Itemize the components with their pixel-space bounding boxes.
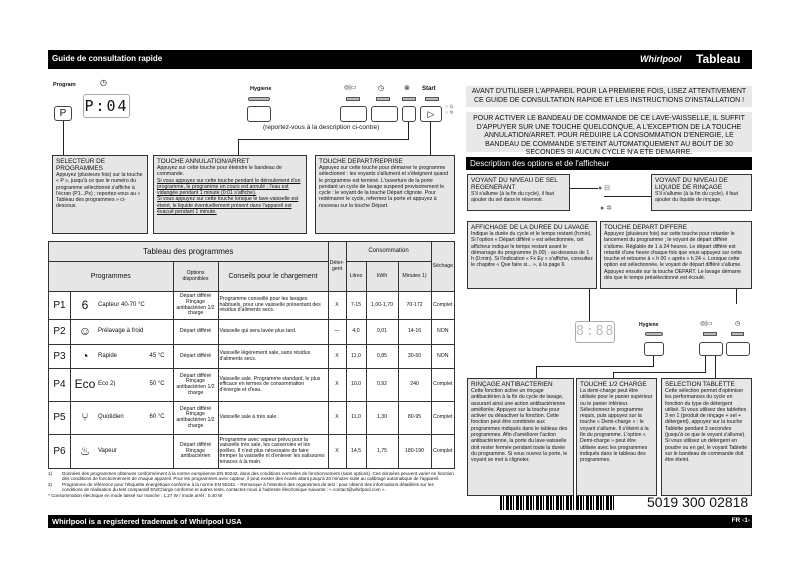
program-conseils: Vaisselle sale. Programme standard, le plus efficace en termes de consommation d'énergie et d'eau. [218,369,328,402]
footnote-3: * Consommation électrique en mode laissé sur marche : 1,27 W / mode arrêt : 0,40 W [48,492,223,498]
col-minutes: Minutes 1) [398,262,431,292]
col-kwh: kWh [366,262,398,292]
program-label: Vapeur [98,447,117,454]
program-name [71,369,174,402]
whirlpool-logo: Whirlpool [640,54,682,64]
activation-notice: POUR ACTIVER LE BANDEAU DE COMMANDE DE CE LAVE-VAISSELLE, IL SUFFIT D'APPUYER SUR UNE TOUCHE QUELCONQUE, A L'EXCEPTION DE LA TOUCHE ANNULATION/ARRET. POUR REDUIRE LA CONSOMMATION D'ENERGIE, LE BANDEAU DE COMMANDE S'ETEINT AUTOMATIQUEMENT AU BOUT DE 30 SECONDES SI AUCUN CYCLE N'A ETE DEMARRE. [466,112,752,152]
connector [408,122,409,140]
table-row [49,292,455,320]
box-text: Appuyez sur cette touche pour éteindre le bandeau de commande. [157,165,282,178]
salt-indicator-box [467,174,570,211]
hygiene-led-right [645,332,663,336]
program-minutes: 70-172 [398,292,431,320]
col-conseils: Conseils pour le chargement [218,262,328,292]
box-text: Indique la durée du cycle et le temps restant (h:min). Si l'option « Départ différé » est sélectionnée, cet afficheur indique le temps restant avant le démarrage du programme (h.00) - au-dessous de 1 h (0:min). Si l'indication « Fx Ey » s'affiche, consultez le chapitre « Que faire si... », à la page 6. [471,231,593,269]
half-load-led [346,97,360,101]
clock-icon: ◷ [100,78,107,87]
program-kwh: 0,01 [366,320,398,345]
program-detergent: X [328,345,346,369]
box-text: Appuyez (plusieurs fois) sur cette touche pour retarder le lancement du programme ; le voyant de départ différé s'allume. Réglable de 1 à 24 heures. Le départ différé est retardé d'une heure chaque fois que vous appuyez sur cette touche et retourne à « h 00 » après « h 24 ». Lorsque cette option est sélectionnée, le voyant de départ différé s'allume. Appuyez ensuite sur la touche DEPART. Le lavage démarre dès que le temps présélectionné est écoulé. [604,231,742,282]
table-row [49,345,455,369]
half-load-icon-right: ◎|▭ [700,321,713,327]
program-name [71,292,174,320]
refer-note: (reportez-vous à la description ci-contre) [263,124,380,131]
box-title: AFFICHAGE DE LA DUREE DU LAVAGE [471,224,590,231]
program-id: P6 [49,435,71,469]
program-minutes: 14-16 [398,320,431,345]
connector [238,139,409,140]
box-text: S'il s'allume (à la fin du cycle), il faut ajouter du liquide de rinçage. [655,191,738,204]
cancel-button[interactable] [402,106,416,122]
program-minutes: 240 [398,369,431,402]
program-label: Eco 2) [98,381,116,388]
program-temp: 60 °C [149,414,165,421]
half-load-icon: ◎|▭ [344,85,357,91]
rinse-indicator-icon: ○ ✲ [445,110,454,116]
program-temp: 50 °C [149,381,165,388]
section-title: Tableau [696,52,741,66]
box-text: Appuyez (plusieurs fois) sur la touche « P », jusqu'à ce que le numéro du programme sélectionné s'affiche à l'écran (P1...Px) ; reportez-vous au « Tableau des programmes » ci-dessous. [56,172,143,210]
program-conseils: Vaisselle légèrement sale, sans résidus d'aliments secs. [218,345,328,369]
program-name [71,345,174,369]
box-text: Si vous appuyez sur cette touche pendant le déroulement d'un programme, le programme en cours est annulé ; l'eau est vidangée pendant 1 minute (0:01 s'affiche). [157,177,301,197]
program-name [71,435,174,469]
program-detergent: — [328,320,346,345]
salt-indicator-icon: ○ ⊟ [445,104,454,110]
program-conseils: Vaisselle sale à très sale. [218,402,328,435]
cancel-led [402,97,416,101]
salt-icon: ● ⊟ [598,185,611,192]
program-sechage: Complet [431,292,454,320]
half-load-button[interactable] [340,106,367,122]
program-kwh: 1,75 [366,435,398,469]
hygiene-button[interactable] [247,106,271,122]
barcode-number: 5019 300 02818 [647,494,749,510]
program-id: P2 [49,320,71,345]
footnote-2: Programme de référence pour l'étiquette énergétique conforme à la norme EN 50242. - Remarque à l'intention des organismes de test : pour obtenir des informations détaillées sur les conditions de réalisation du test comparatif EN/Charge conforme et autres tests, contactez-nous à l'adresse électronique suivante : « contact@whirlpool.com ». [62,481,434,493]
connector [536,366,537,378]
program-name [71,402,174,435]
program-kwh: 1,30 [366,402,398,435]
program-detergent: X [328,292,346,320]
start-button[interactable]: ▷ [420,106,442,122]
program-button[interactable] [54,106,72,121]
p-key-label: P [59,108,67,119]
col-detergent: Déter-gent [328,242,346,292]
duration-display: 8:88 [575,321,615,343]
eco-icon: Eco [74,377,96,392]
program-id: P4 [49,369,71,402]
6th-sense-icon: 6 [81,297,89,312]
program-name [71,320,174,345]
footnote-marker: 2) [48,481,53,487]
box-title: VOYANT DU NIVEAU DE SEL REGENERANT [471,177,558,191]
program-minutes: 30-50 [398,345,431,369]
box-title: SELECTION TABLETTE [665,381,735,388]
connector [238,139,239,155]
cancel-box [153,155,307,234]
program-conseils: Programme avec vapeur prévu pour la vaisselle très sale, les casseroles et les poêles. Il n'est plus nécessaire de faire tremper la vaisselle ni d'enlever les salissures tenaces à la main. [218,435,328,469]
program-litres: 11,0 [346,345,366,369]
program-sechage: NON [431,345,454,369]
delay-button[interactable] [371,106,398,122]
program-label: Prélavage à froid [98,328,144,335]
delay-start-box [600,221,752,289]
program-sechage: NON [431,320,454,345]
steam-icon: ♨ [79,443,91,458]
program-label: Capteur 40-70 °C [98,301,145,308]
trademark-text: Whirlpool is a registered trademark of Whirlpool USA [52,517,242,526]
duration-display-box [467,221,597,289]
program-litres: 11,0 [346,402,366,435]
footnote-1: Données des programmes obtenues conformément à la norme européenne EN 50242, dans des conditions normales de fonctionnement (sans options). Ces données peuvent varier en fonction des conditions de fonctionnement de chaque appareil. Pour les programmes avec capteur, il peut exister des écarts allant jusqu'à 20 minutes suite au calibrage automatique de l'appareil. [62,471,454,482]
program-minutes: 180-190 [398,435,431,469]
delay-icon-right: ◷ [735,321,741,327]
col-sechage: Séchage [431,242,454,292]
connector [604,196,652,197]
tablet-selection-box [661,378,752,496]
delay-led-right [731,332,744,336]
half-load-box [576,378,657,496]
program-litres: 14,5 [346,435,366,469]
first-use-notice: AVANT D'UTILISER L'APPAREIL POUR LA PREMIERE FOIS, LISEZ ATTENTIVEMENT CE GUIDE DE CONSULTATION RAPIDE ET LES INSTRUCTIONS D'INSTALLATION ! [466,86,752,107]
antibacterial-rinse-box [467,378,574,496]
connector [705,356,706,372]
table-row [49,320,455,345]
program-kwh: 1,00-1,70 [366,292,398,320]
program-litres: 10,0 [346,369,366,402]
table-row [49,369,455,402]
col-consommation: Consommation [346,242,431,262]
col-programmes: Programmes [49,262,174,292]
program-label: Program [53,82,76,88]
hygiene-button-right[interactable] [644,342,664,356]
half-load-led-right [703,332,717,336]
connector [715,356,716,378]
box-text: La demi-charge peut être utilisée pour le panier supérieur ou le panier inférieur. Sélectionnez le programme requis, puis appuyez sur la touche « Demi-charge » : le voyant s'allume. Il s'éteint à la fin du programme. L'option « Demi-charge » peut être utilisée avec les programmes indiqués dans le tableau des programmes. [580,388,653,464]
box-text: Cette sélection permet d'optimiser les performances du cycle en fonction du type de détergent utilisé. Si vous utilisez des tablettes 3 en 1 (produit de rinçage + sel + détergent), appuyez sur la touche Tablette pendant 3 secondes (jusqu'à ce que le voyant s'allume). Si vous utilisez un détergent en poudre ou en gel, le voyant Tablette sur le bandeau de commande doit être éteint. [665,388,748,464]
connector [589,289,590,321]
description-header: Description des options et de l'afficheur [466,157,752,170]
page-number: FR -1- [731,517,750,524]
prewash-icon: ☺ [78,324,92,339]
box-title: RINÇAGE ANTIBACTERIEN [471,381,553,388]
cancel-icon: ⊗ [404,85,410,92]
daily-icon: ⑂ [81,410,89,425]
program-detergent: X [328,435,346,469]
box-title: SELECTEUR DE PROGRAMMES [56,158,106,172]
program-conseils: Programme conseillé pour les lavages habituels, pour une vaisselle présentant des résidus d'aliments secs. [218,292,328,320]
delay-icon: ◷ [378,85,385,92]
quick-icon: ◔ [81,348,89,363]
program-kwh: 0,85 [366,345,398,369]
program-options: Départ différé [173,345,218,369]
program-sechage: Complet [431,369,454,402]
start-box [315,155,455,234]
header-bar [48,50,752,69]
program-sechage: Complet [431,402,454,435]
program-litres: 7-15 [346,292,366,320]
program-selector-box [52,155,148,234]
program-table [48,241,455,469]
program-minutes: 80-95 [398,402,431,435]
footnotes [48,471,455,498]
box-text: Appuyez sur cette touche pour démarrer le programme sélectionné : les voyants s'allument et s'éteignent quand le programme est terminé. L'ouverture de la porte pendant un cycle de lavage suspend provisoirement le cycle : le voyant de la touche Départ clignote. Pour redémarrer le cycle, refermez la porte et appuyez à nouveau sur la touche Départ. [319,165,449,209]
program-kwh: 0,92 [366,369,398,402]
program-display: P:04 [83,94,130,118]
box-title: TOUCHE DEPART DIFFERE [604,224,687,231]
box-text: Cette fonction active un rinçage antibactérien à la fin du cycle de lavage, assurant ainsi une action antibactérienne améliorée. Appuyez sur la touche pour activer ou désactiver la fonction. Cette fonction peut être combinée aux programmes indiqués dans le tableau des programmes. Afin d'améliorer l'action antibactérienne, la porte du lave-vaisselle doit rester fermée pendant toute la durée du programme. Si vous ouvrez la porte, le voyant se met à clignoter. [471,388,568,464]
program-id: P3 [49,345,71,369]
start-label: Start [422,86,436,92]
program-label: Quotidien [98,414,124,421]
program-options: Départ différé Rinçage antibactérien [173,435,218,469]
connector [570,188,598,189]
program-options: Départ différé Rinçage antibactérien 1/2 charge [173,292,218,320]
box-title: TOUCHE 1/2 CHARGE [580,381,647,388]
program-litres: 4,0 [346,320,366,345]
guide-title: Guide de consultation rapide [52,54,163,63]
rinse-aid-box [651,174,752,211]
connector [653,356,654,366]
box-title: TOUCHE ANNULATION/ARRET [157,158,250,165]
box-text: S'il s'allume (à la fin du cycle), il faut ajouter du sel dans le réservoir. [471,191,554,204]
box-title: VOYANT DU NIVEAU DE LIQUIDE DE RINÇAGE [655,177,728,191]
hygiene-led [248,97,270,101]
col-options: Options disponibles [173,262,218,292]
program-conseils: Vaisselle qui sera lavée plus tard. [218,320,328,345]
box-title: TOUCHE DEPART/REPRISE [319,158,403,165]
col-litres: Litres [346,262,366,292]
connector [613,372,706,373]
connector [430,122,431,155]
program-label: Rapide [98,352,118,359]
program-temp: 45 °C [149,352,165,359]
table-title: Tableau des programmes [49,242,329,262]
connector [63,121,64,155]
table-row [49,402,455,435]
program-sechage: Complet [431,435,454,469]
hygiene-label-right: Hygiene [639,322,659,328]
table-row [49,435,455,469]
half-load-button-right[interactable] [699,342,723,356]
program-options: Départ différé Rinçage antibactérien 1/2 charge [173,369,218,402]
delay-button-right[interactable] [726,342,750,356]
delay-led [376,97,390,101]
rinse-aid-icon: ● ✲ [600,205,613,212]
box-text: Si vous appuyez sur cette touche lorsque le lave-vaisselle est éteint, le liquide éventuellement présent dans l'appareil est évacué pendant 1 minute. [157,196,299,216]
program-options: Départ différé [173,320,218,345]
program-detergent: X [328,369,346,402]
program-id: P1 [49,292,71,320]
footer-bar [48,515,752,528]
barcode [500,496,616,510]
hygiene-label: Hygiene [250,86,272,92]
program-options: Départ différé Rinçage antibactérien 1/2 charge [173,402,218,435]
connector [736,289,737,304]
program-detergent: X [328,402,346,435]
connector [536,366,654,367]
footnote-marker: 1) [48,471,53,476]
start-led [425,97,439,101]
program-id: P5 [49,402,71,435]
